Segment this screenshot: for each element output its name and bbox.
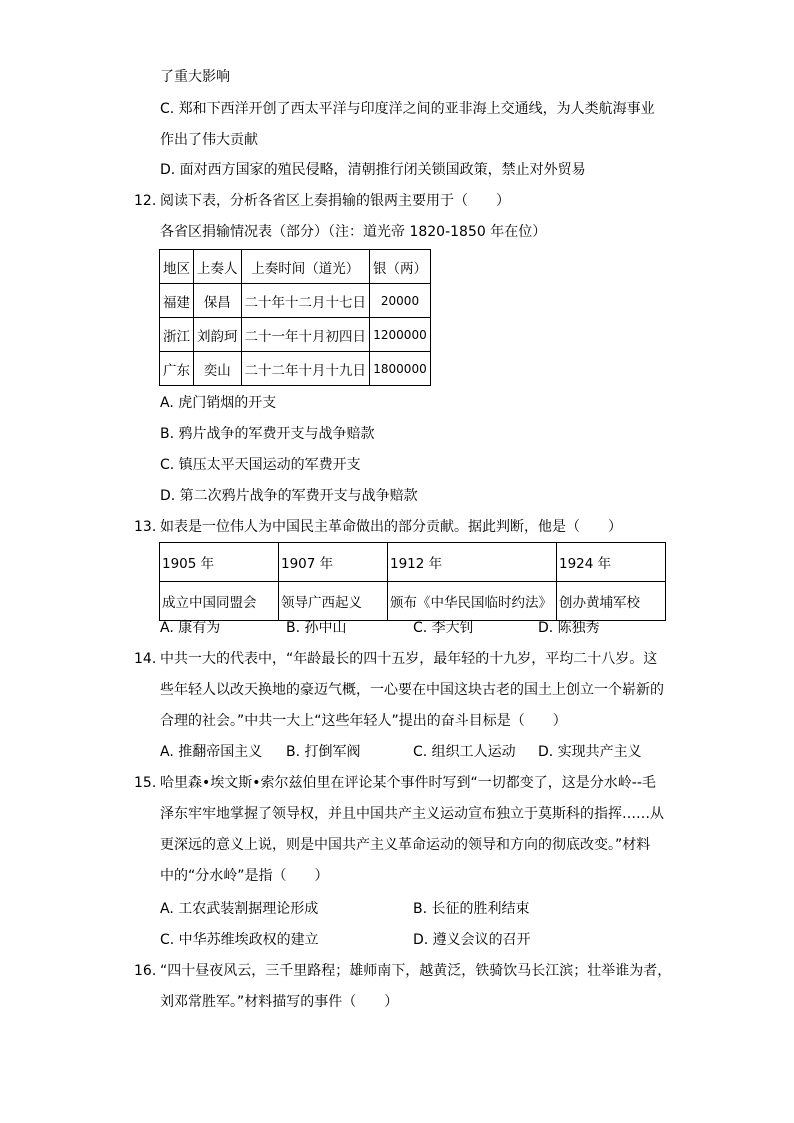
table-row	[160, 352, 431, 386]
option-c: C. 组织工人运动	[413, 744, 516, 760]
option-d: D. 实现共产主义	[538, 744, 642, 760]
table-cell: 福建	[160, 284, 194, 318]
question-number: 12.	[134, 193, 157, 209]
event-cell: 创办黄埔军校	[557, 582, 666, 621]
event-cell: 成立中国同盟会	[160, 582, 279, 621]
option-c: C. 镇压太平天国运动的军费开支	[160, 457, 361, 473]
table-cell: 保昌	[194, 284, 242, 318]
question-stem: 中共一大的代表中，“年龄最长的四十五岁，最年轻的十九岁，平均二十八岁。这	[160, 651, 658, 667]
contribution-table	[159, 542, 666, 621]
question-stem-cont: 些年轻人以改天换地的豪迈气概，一心要在中国这块古老的国土上创立一个崭新的	[160, 682, 664, 698]
event-cell: 领导广西起义	[279, 582, 388, 621]
table-cell: 二十年十二月十七日	[241, 284, 370, 318]
table-cell: 1200000	[370, 318, 431, 352]
option-a: A. 工农武装割据理论形成	[160, 901, 319, 917]
question-stem: 哈里森•埃文斯•索尔兹伯里在评论某个事件时写到“一切都变了，这是分水岭--毛	[160, 775, 656, 791]
table-cell: 浙江	[160, 318, 194, 352]
table-row	[160, 318, 431, 352]
question-stem-cont: 泽东牢牢地掌握了领导权，并且中国共产主义运动宣布独立于莫斯科的指挥……从	[160, 806, 664, 822]
question-stem-cont: 更深远的意义上说，则是中国共产主义革命运动的领导和方向的彻底改变。”材料	[160, 837, 651, 853]
question-stem: 如表是一位伟人为中国民主革命做出的部分贡献。据此判断，他是（ ）	[160, 519, 622, 535]
option-c: C. 李大钊	[413, 620, 474, 636]
carry-option-c-cont: 作出了伟大贡献	[160, 132, 258, 148]
header-cell: 上奏时间（道光）	[241, 250, 370, 284]
option-b: B. 打倒军阀	[286, 744, 361, 760]
carry-line: 了重大影响	[160, 69, 230, 85]
question-stem-cont: 合理的社会。”中共一大上“这些年轻人”提出的奋斗目标是（ ）	[160, 713, 567, 729]
header-cell: 上奏人	[194, 250, 242, 284]
question-stem-cont: 刘邓常胜军。”材料描写的事件（ ）	[160, 994, 399, 1010]
table-cell: 广东	[160, 352, 194, 386]
question-number: 14.	[134, 651, 157, 667]
carry-option-c: C. 郑和下西洋开创了西太平洋与印度洋之间的亚非海上交通线，为人类航海事业	[160, 101, 655, 117]
option-b: B. 孙中山	[286, 620, 347, 636]
question-number: 13.	[134, 519, 157, 535]
year-cell: 1907 年	[279, 543, 388, 582]
table-header-row	[160, 250, 431, 284]
header-cell: 地区	[160, 250, 194, 284]
question-stem: 阅读下表，分析各省区上奏捐输的银两主要用于（ ）	[160, 193, 510, 209]
year-cell: 1924 年	[557, 543, 666, 582]
option-d: D. 遵义会议的召开	[413, 932, 531, 948]
table-row	[160, 284, 431, 318]
table-cell: 刘韵珂	[194, 318, 242, 352]
option-a: A. 虎门销烟的开支	[160, 395, 277, 411]
option-b: B. 鸦片战争的军费开支与战争赔款	[160, 426, 375, 442]
year-cell: 1905 年	[160, 543, 279, 582]
question-number: 15.	[134, 775, 157, 791]
header-cell: 银（两）	[370, 250, 431, 284]
carry-option-d: D. 面对西方国家的殖民侵略，清朝推行闭关锁国政策，禁止对外贸易	[160, 162, 586, 178]
donation-table	[159, 249, 431, 386]
question-number: 16.	[134, 963, 157, 979]
option-a: A. 康有为	[160, 620, 221, 636]
table-cell: 二十一年十月初四日	[241, 318, 370, 352]
table-cell: 1800000	[370, 352, 431, 386]
option-b: B. 长征的胜利结束	[413, 901, 530, 917]
question-stem: “四十昼夜风云，三千里路程；雄师南下，越黄泛，铁骑饮马长江滨；壮举谁为者，	[160, 963, 672, 979]
option-d: D. 第二次鸦片战争的军费开支与战争赔款	[160, 488, 418, 504]
table-row-events	[160, 582, 666, 621]
question-stem-cont: 中的“分水岭”是指（ ）	[160, 868, 329, 884]
table-row-years	[160, 543, 666, 582]
table-cell: 奕山	[194, 352, 242, 386]
table-cell: 二十二年十月十九日	[241, 352, 370, 386]
option-c: C. 中华苏维埃政权的建立	[160, 932, 319, 948]
table-cell: 20000	[370, 284, 431, 318]
option-d: D. 陈独秀	[538, 620, 600, 636]
table-caption: 各省区捐输情况表（部分）（注：道光帝 1820-1850 年在位）	[160, 224, 547, 240]
option-a: A. 推翻帝国主义	[160, 744, 263, 760]
event-cell: 颁布《中华民国临时约法》	[388, 582, 557, 621]
year-cell: 1912 年	[388, 543, 557, 582]
